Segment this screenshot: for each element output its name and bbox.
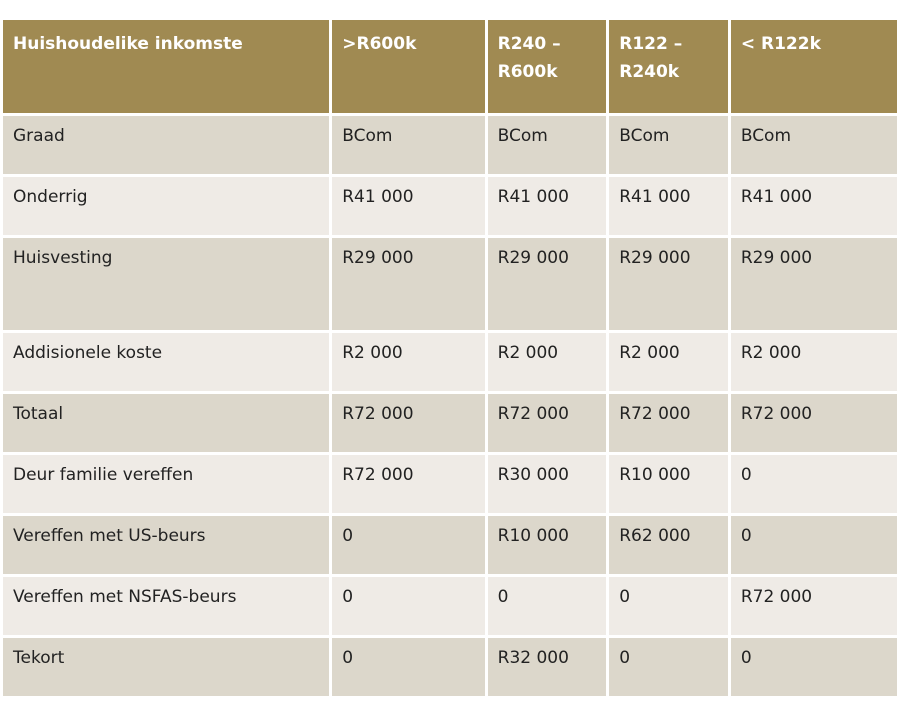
row-label: Addisionele koste	[3, 333, 329, 391]
header-122k-240k	[609, 20, 728, 113]
row-label: Huisvesting	[3, 238, 329, 330]
row-label: Totaal	[3, 394, 329, 452]
table-cell: BCom	[609, 116, 728, 174]
header-household-income	[3, 20, 329, 113]
table-row	[3, 516, 897, 574]
table-row	[3, 116, 897, 174]
header-label: Huishoudelike inkomste	[13, 34, 243, 54]
table-cell: R72 000	[332, 394, 484, 452]
income-table-wrapper	[0, 17, 900, 699]
table-cell: R29 000	[609, 238, 728, 330]
row-label: Onderrig	[3, 177, 329, 235]
row-label: Tekort	[3, 638, 329, 696]
table-row	[3, 177, 897, 235]
table-cell: R2 000	[488, 333, 607, 391]
table-cell: R72 000	[332, 455, 484, 513]
table-cell: R72 000	[731, 577, 897, 635]
table-cell: R41 000	[609, 177, 728, 235]
table-row	[3, 238, 897, 330]
table-cell: R72 000	[609, 394, 728, 452]
table-cell: 0	[731, 638, 897, 696]
table-cell: R41 000	[332, 177, 484, 235]
header-label-line1: R240 –	[497, 34, 561, 54]
table-row	[3, 455, 897, 513]
table-cell: BCom	[731, 116, 897, 174]
table-header-row	[3, 20, 897, 113]
table-cell: R32 000	[488, 638, 607, 696]
header-label: < R122k	[740, 34, 821, 54]
table-row	[3, 333, 897, 391]
table-row	[3, 638, 897, 696]
table-cell: R62 000	[609, 516, 728, 574]
row-label: Vereffen met US-beurs	[3, 516, 329, 574]
table-row	[3, 577, 897, 635]
header-under-122k	[731, 20, 897, 113]
header-label-line2: R240k	[619, 62, 680, 82]
table-cell: 0	[488, 577, 607, 635]
table-cell: R72 000	[488, 394, 607, 452]
table-cell: 0	[731, 455, 897, 513]
row-label: Vereffen met NSFAS-beurs	[3, 577, 329, 635]
table-row	[3, 394, 897, 452]
table-cell: 0	[731, 516, 897, 574]
table-cell: R2 000	[332, 333, 484, 391]
table-cell: R2 000	[609, 333, 728, 391]
table-cell: R29 000	[731, 238, 897, 330]
header-label-line1: R122 –	[619, 34, 683, 54]
table-cell: 0	[609, 638, 728, 696]
table-cell: R29 000	[332, 238, 484, 330]
table-cell: 0	[332, 516, 484, 574]
table-cell: R10 000	[609, 455, 728, 513]
table-cell: R72 000	[731, 394, 897, 452]
row-label: Graad	[3, 116, 329, 174]
table-cell: 0	[332, 638, 484, 696]
table-cell: R41 000	[731, 177, 897, 235]
header-label: >R600k	[342, 34, 417, 54]
table-cell: BCom	[488, 116, 607, 174]
table-cell: 0	[332, 577, 484, 635]
header-label-line2: R600k	[497, 62, 558, 82]
row-label: Deur familie vereffen	[3, 455, 329, 513]
table-cell: BCom	[332, 116, 484, 174]
header-240k-600k	[488, 20, 607, 113]
income-cost-table	[0, 17, 900, 699]
table-cell: 0	[609, 577, 728, 635]
table-cell: R2 000	[731, 333, 897, 391]
table-cell: R10 000	[488, 516, 607, 574]
header-over-600k	[332, 20, 484, 113]
table-cell: R30 000	[488, 455, 607, 513]
table-cell: R29 000	[488, 238, 607, 330]
table-cell: R41 000	[488, 177, 607, 235]
